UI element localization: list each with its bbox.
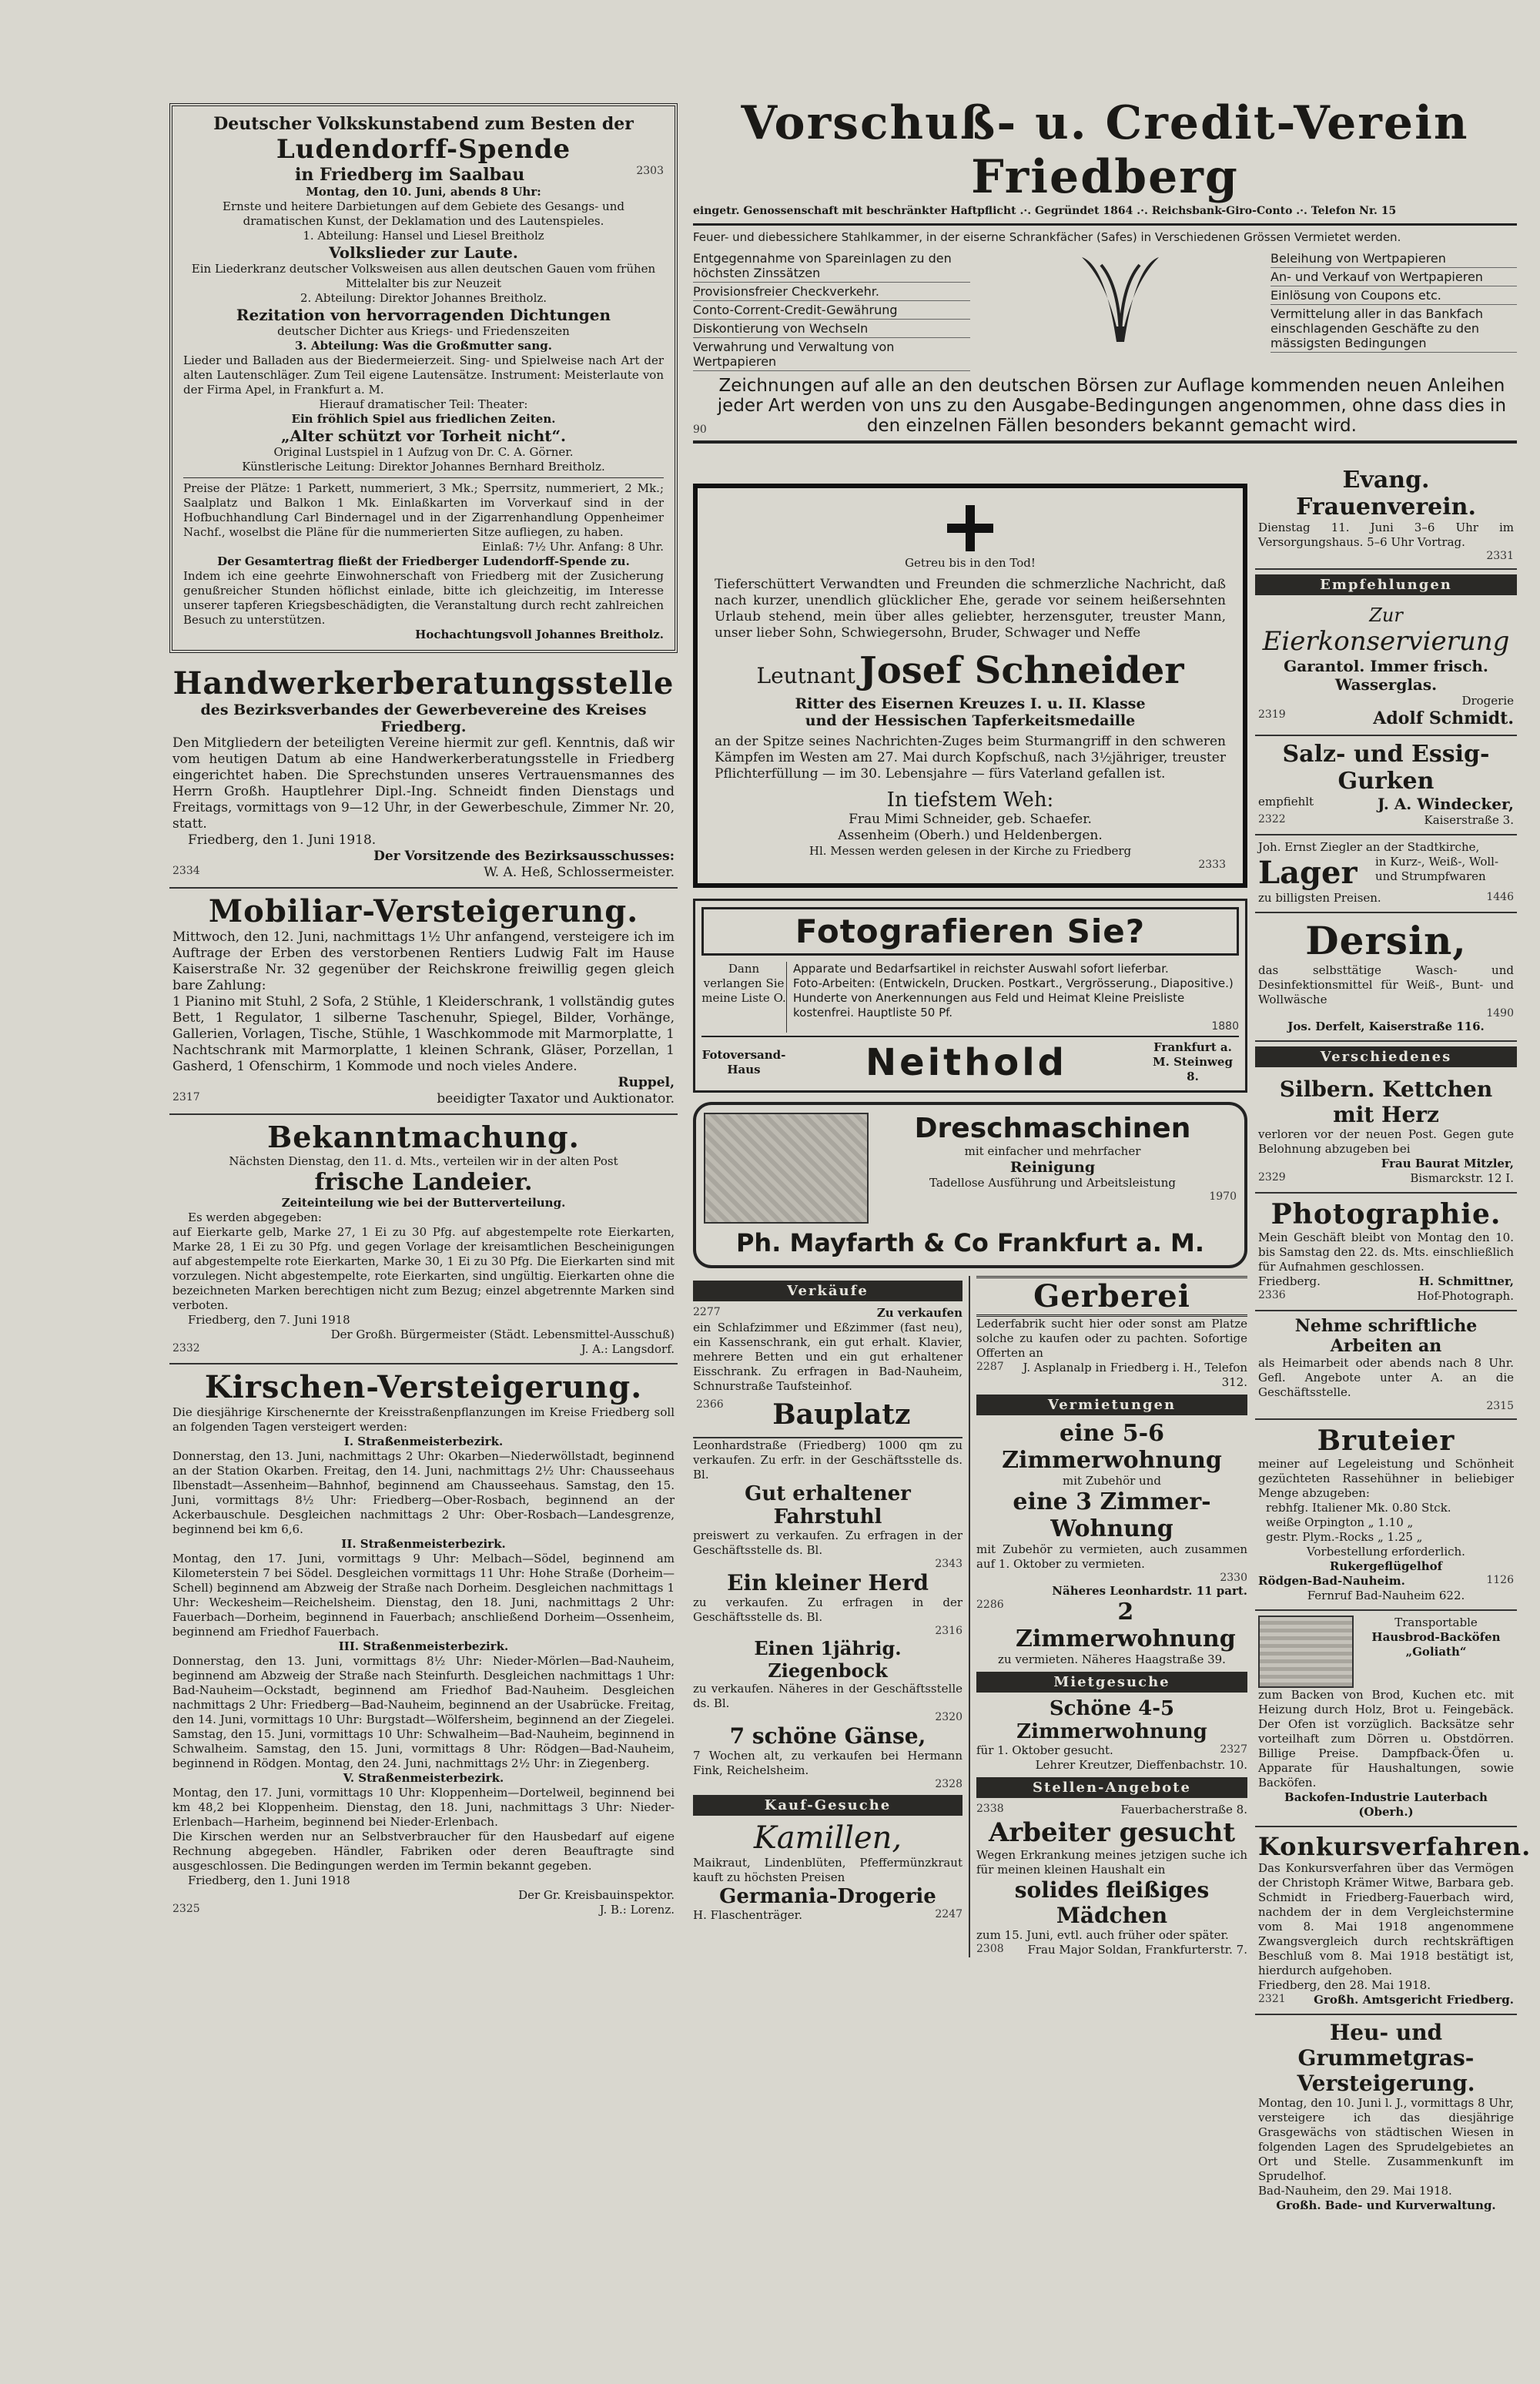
bank-subtitle: eingetr. Genossenschaft mit beschränkter Haftpflicht .·. Gegründet 1864 .·. Reichsbank-Giro-Conto .·. Telefon Nr. 15 <box>693 205 1397 217</box>
ad-number: 2322 <box>1258 813 1286 825</box>
ad-number: 2334 <box>172 865 200 877</box>
ad-heading: Einen 1jährig. Ziegenbock <box>754 1637 902 1682</box>
ad-heading: eine 5-6 Zimmerwohnung <box>1002 1420 1222 1474</box>
column-middle <box>693 477 1247 1957</box>
ad-text: Mittwoch, den 12. Juni, nachmittags 1½ Uhr anfangend, versteigere ich im Auftrage der Erben des verstorbenen Rentiers Ludwig Falt im Hause Kaiserstraße Nr. 32 gegenüber der Reichskrone freiwillig gegen gleich bare Zahlung: <box>172 929 675 993</box>
ad-heading: Eierkonservierung <box>1262 626 1510 657</box>
ad-text: 1 Pianino mit Stuhl, 2 Sofa, 2 Stühle, 1 Kleiderschrank, 1 vollständig gutes Bett, 1 Regulator, 1 silberne Taschenuhr, Spiegel, Bilder, Vorhänge, Gallerien, Vorlagen, Tische, Stühle, 1 Waschkommode mit Marmorplatte, 1 Nachtschrank mit Marmorplatte, 1 kleinen Schrank, Gläser, Porzellan, 1 Gasherd, 1 Ofenschirm, 1 Kommode und noch vieles Andere. <box>172 994 675 1074</box>
ad-section: II. Straßenmeisterbezirk. <box>341 1537 506 1551</box>
death-honors: Ritter des Eisernen Kreuzes I. u. II. Klasse <box>795 695 1146 712</box>
ad-text: Ein Liederkranz deutscher Volksweisen aus allen deutschen Gauen vom frühen Mittelalter bis zur Neuzeit <box>191 262 656 290</box>
ad-text: 3. Abteilung: Was die Großmutter sang. <box>294 339 552 353</box>
ad-signature: Großh. Amtsgericht Friedberg. <box>1314 1993 1514 2007</box>
ad-number: 2247 <box>935 1908 962 1920</box>
ad-number: 2317 <box>172 1091 200 1103</box>
ad-heading: „Alter schützt vor Torheit nicht“. <box>281 427 566 445</box>
ad-price-row: weiße Orpington „ 1.10 „ <box>1266 1515 1414 1529</box>
ad-date: Friedberg, den 7. Juni 1918 <box>188 1313 350 1327</box>
ad-number: 2327 <box>1220 1743 1247 1756</box>
ad-text: Joh. Ernst Ziegler an der Stadtkirche, <box>1258 840 1480 854</box>
section-bar-vermietungen: Vermietungen <box>976 1395 1247 1415</box>
ad-heading: „Goliath“ <box>1405 1645 1467 1659</box>
death-grief: In tiefstem Weh: <box>886 789 1054 812</box>
ad-text: Original Lustspiel in 1 Aufzug von Dr. C. A. Görner. <box>273 445 574 459</box>
ad-text: zu verkaufen. Zu erfragen in der Geschäftsstelle ds. Bl. <box>693 1595 962 1624</box>
ad-text: verloren vor der neuen Post. Gegen gute Belohnung abzugeben bei <box>1258 1127 1514 1156</box>
ad-number: 2333 <box>1198 859 1226 871</box>
ad-frauenverein <box>1255 462 1517 570</box>
ad-signature: Lehrer Kreutzer, Dieffenbachstr. 10. <box>1035 1758 1247 1772</box>
ad-heading: Heu- und Grummetgras-Versteigerung. <box>1297 2020 1475 2096</box>
ad-title: Mobiliar-Versteigerung. <box>208 893 639 929</box>
ad-text: Preise der Plätze: 1 Parkett, nummeriert, 3 Mk.; Sperrsitz, nummeriert, 2 Mk.; Saalplatz und Balkon 1 Mk. Einlaßkarten im Vorverkauf sind in der Hofbuchhandlung Carl Bindernagel und in der Zigarrenhandlung Oppenheimer Nachf., woselbst die Pläne für die nummerierten Sitze aufliegen, zu haben. <box>183 477 664 540</box>
bank-banner <box>693 96 1517 448</box>
bank-service: Conto-Corrent-Credit-Gewährung <box>693 301 970 320</box>
ad-text: Die diesjährige Kirschenernte der Kreisstraßenpflanzungen im Kreise Friedberg soll an folgenden Tagen versteigert werden: <box>172 1405 675 1434</box>
ad-text: zum 15. Juni, evtl. auch früher oder später. <box>976 1928 1229 1942</box>
ad-heading: Salz- und Essig-Gurken <box>1282 741 1490 795</box>
ad-text: Leonhardstraße (Friedberg) 1000 qm zu verkaufen. Zu erfr. in der Geschäftsstelle ds. Bl. <box>693 1438 962 1482</box>
ad-text: zu vermieten. Näheres Haagstraße 39. <box>998 1652 1226 1666</box>
ad-text: Das Konkursverfahren über das Vermögen der Christoph Krämer Witwe, Barbara geb. Schmidt in Friedberg-Fauerbach wird, nachdem der in dem Vergleichstermine vom 8. Mai 1918 angenommene Zwangsvergleich durch rechtskräftigen Beschluß vom 8. Mai 1918 bestätigt ist, hierdurch aufgehoben. <box>1258 1861 1514 1977</box>
bank-service: An- und Verkauf von Wertpapieren <box>1270 268 1517 286</box>
ad-mobiliar <box>169 889 678 1115</box>
ad-heading: frische Landeier. <box>314 1169 533 1196</box>
ad-title: Gerberei <box>976 1276 1247 1317</box>
ad-text: Maikraut, Lindenblüten, Pfeffermünzkraut kauft zu höchsten Preisen <box>693 1856 962 1884</box>
ad-text: Garantol. Immer frisch. <box>1284 657 1488 675</box>
ad-text: Drogerie <box>1461 694 1514 708</box>
ad-price-row: gestr. Plym.-Rocks „ 1.25 „ <box>1266 1530 1423 1544</box>
ad-title2: Ludendorff-Spende <box>276 134 571 165</box>
ad-signature: Der Vorsitzende des Bezirksausschusses: <box>373 849 675 864</box>
section-bar-empfehlungen: Empfehlungen <box>1255 574 1517 595</box>
ad-text: Die Kirschen werden nur an Selbstverbraucher für den Hausbedarf auf eigene Rechnung abgegeben. Händler, Fabriken oder deren Beauftragte sind ausgeschlossen. Die Bedingungen werden im Termin bekannt gegeben. <box>172 1830 675 1873</box>
ad-text: Friedberg. <box>1258 1274 1321 1288</box>
ad-signature: Hochachtungsvoll Johannes Breitholz. <box>415 628 664 641</box>
ad-text: Apparate und Bedarfsartikel in reichster Auswahl sofort lieferbar. <box>793 962 1169 976</box>
ad-date: Montag, den 10. Juni, abends 8 Uhr: <box>306 185 541 199</box>
ad-firm: Germania-Drogerie <box>719 1885 936 1908</box>
iron-cross-icon <box>947 505 993 551</box>
ad-firm: Backofen-Industrie Lauterbach (Oberh.) <box>1284 1790 1488 1819</box>
ad-text: Zeiteinteilung wie bei der Butterverteilung. <box>281 1196 566 1210</box>
ad-text: Ein fröhlich Spiel aus friedlichen Zeiten. <box>291 412 556 426</box>
ad-address: Fauerbacherstraße 8. <box>1120 1803 1247 1816</box>
section-bar-kaufgesuche: Kauf-Gesuche <box>693 1795 962 1816</box>
death-mass: Hl. Messen werden gelesen in der Kirche zu Friedberg <box>808 844 1132 858</box>
ad-kirschen <box>169 1364 678 1924</box>
ad-text: Mein Geschäft bleibt von Montag den 10. bis Samstag den 22. ds. Mts. einschließlich für Aufnahmen geschlossen. <box>1258 1231 1514 1274</box>
ad-number: 2336 <box>1258 1289 1286 1301</box>
ad-number: 2330 <box>1220 1572 1247 1584</box>
ad-signature: Frau Major Soldan, Frankfurterstr. 7. <box>1027 1943 1247 1957</box>
ad-heading: eine 3 Zimmer-Wohnung <box>1013 1488 1211 1542</box>
ad-number: 1126 <box>1486 1574 1514 1586</box>
ad-text: auf Eierkarte gelb, Marke 27, 1 Ei zu 30 Pfg. auf abgestempelte rote Eierkarten, Marke 28, 1 Ei zu 30 Pfg. und gegen Vorlage der kreisamtlichen Bescheinigungen auf abgestempelte rote Eierkarten, Marke 30, 1 Ei zu 30 Pfg. Die Eierkarten sind mit vorzulegen. Nicht abgestempelte, rote Eierkarten, sind ungültig. Eierkarten ohne die bezeichneten Marken berechtigen nicht zum Bezug; einzel abgetrennte Marken sind verboten. <box>172 1225 675 1312</box>
ad-text: zu verkaufen. Näheres in der Geschäftsstelle ds. Bl. <box>693 1682 962 1710</box>
ad-text: Hierauf dramatischer Teil: Theater: <box>319 397 528 411</box>
ad-number: 2303 <box>636 165 664 177</box>
ad-foto <box>693 899 1247 1093</box>
ad-text: Donnerstag, den 13. Juni, nachmittags 2 Uhr: Okarben—Niederwöllstadt, beginnend an der Station Okarben. Freitag, den 14. Juni, nachmittags 2½ Uhr: Chausseehaus Ilbenstadt—Assenheim—Bahnhof, beginnend am Chausseehaus. Samstag, den 15. Juni, vormittags 8½ Uhr: Friedberg—Ober-Rosbach, beginnend an der Ackerbauschule. Desgleichen nachmittags 2 Uhr: Ober-Rosbach—Landesgrenze, beginnend bei km 6,6. <box>172 1449 675 1536</box>
ad-firm: J. A. Windecker, <box>1377 795 1514 813</box>
ad-text: Montag, den 10. Juni l. J., vormittags 8 Uhr, versteigere ich das diesjährige Grasgewächs von städtischen Wiesen in folgenden Lagen des Sprudelgebietes an Ort und Stelle. Zusammenkunft im Sprudelhof. <box>1258 2096 1514 2183</box>
ad-number: 2308 <box>976 1943 1004 1955</box>
ad-number: 2331 <box>1486 550 1514 562</box>
ad-text: mit Zubehör zu vermieten, auch zusammen auf 1. Oktober zu vermieten. <box>976 1542 1247 1571</box>
ad-text: Lederfabrik sucht hier oder sonst am Platze solche zu kaufen oder zu pachten. Sofortige Offerten an <box>976 1317 1247 1360</box>
ad-text: Fernruf Bad-Nauheim 622. <box>1307 1589 1465 1602</box>
section-bar-verschiedenes: Verschiedenes <box>1255 1046 1517 1067</box>
ad-text: zu billigsten Preisen. <box>1258 891 1381 905</box>
ad-heading: Gut erhaltener Fahrstuhl <box>745 1482 911 1529</box>
bank-service: Verwahrung und Verwaltung von Wertpapieren <box>693 338 970 371</box>
ad-heading: Kamillen, <box>753 1820 902 1856</box>
ad-number: 2277 <box>693 1306 721 1318</box>
ad-address: Frankfurt a. M. Steinweg 8. <box>1153 1040 1233 1083</box>
ad-signature: J. Asplanalp in Friedberg i. H., Telefon 312. <box>1023 1361 1247 1389</box>
ad-text: preiswert zu verkaufen. Zu erfragen in der Geschäftsstelle ds. Bl. <box>693 1529 962 1557</box>
ad-number: 90 <box>693 424 707 436</box>
ad-number: 1880 <box>1211 1020 1239 1033</box>
ad-number: 2325 <box>172 1903 200 1915</box>
ad-subtitle: des Bezirksverbandes der Gewerbevereine des Kreises Friedberg. <box>200 701 647 735</box>
ad-signature: Frau Baurat Mitzler, <box>1381 1157 1514 1170</box>
ad-text: Dienstag 11. Juni 3–6 Uhr im Versorgungshaus. 5–6 Uhr Vortrag. <box>1258 521 1514 549</box>
ad-section: I. Straßenmeisterbezirk. <box>343 1435 504 1448</box>
ad-text: deutscher Dichter aus Kriegs- und Friedenszeiten <box>277 324 570 338</box>
ad-signature: beeidigter Taxator und Auktionator. <box>437 1091 675 1107</box>
ad-heading: Lager <box>1258 855 1358 891</box>
ad-heading: Dersin, <box>1305 918 1467 963</box>
bank-title: Vorschuß- u. Credit-Verein Friedberg <box>741 96 1469 204</box>
ad-photographie <box>1255 1194 1517 1311</box>
ad-signature: H. Schmittner, <box>1418 1274 1514 1288</box>
ad-text: Montag, den 17. Juni, vormittags 10 Uhr: Kloppenheim—Dortelweil, beginnend bei km 48,2 bei Kloppenheim. Dienstag, den 18. Juni, nachmittags 3 Uhr: Nieder-Erlenbach—Harheim, beginnend bei Nieder-Erlenbach. <box>172 1786 675 1829</box>
ad-text: mit einfacher und mehrfacher <box>964 1144 1141 1158</box>
ad-address: Näheres Leonhardstr. 11 part. <box>1052 1584 1247 1598</box>
section-bar-mietgesuche: Mietgesuche <box>976 1672 1247 1693</box>
ad-text: zum Backen von Brod, Kuchen etc. mit Heizung durch Holz, Brot u. Feingebäck. Der Ofen ist vorzüglich. Backsätze sehr vorteilhaft zum Dörren u. Obstdörren. Billige Preise. Dampfback-Öfen u. Apparate für Haushaltungen, sowie Backöfen. <box>1258 1688 1514 1790</box>
death-text: an der Spitze seines Nachrichten-Zuges beim Sturmangriff in den schweren Kämpfen im Westen am 27. Mai durch Kopfschuß, nach 3½jähriger, treuster Pflichterfüllung — im 30. Lebensjahre — fürs Vaterland gefallen ist. <box>715 734 1226 782</box>
ad-konkurs <box>1255 1827 1532 2015</box>
ad-lager <box>1255 835 1517 913</box>
ad-heading: Bauplatz <box>772 1398 911 1431</box>
ad-number: 1970 <box>1209 1190 1237 1203</box>
ad-signature: Jos. Derfelt, Kaiserstraße 116. <box>1287 1020 1485 1033</box>
ad-title: Evang. Frauenverein. <box>1296 467 1476 521</box>
death-rank: Leutnant <box>756 663 855 688</box>
column-left <box>169 100 678 1924</box>
death-places: Assenheim (Oberh.) und Heldenbergen. <box>838 828 1103 843</box>
bank-service: Beleihung von Wertpapieren <box>1270 249 1517 268</box>
ad-number: 2338 <box>976 1803 1004 1815</box>
ad-text: Es werden abgegeben: <box>188 1210 322 1224</box>
ad-text: meiner auf Legeleistung und Schönheit gezüchteten Rassehühner in beliebiger Menge abzugeben: <box>1258 1457 1514 1500</box>
death-name: Josef Schneider <box>859 649 1184 692</box>
bank-bottom: Zeichnungen auf alle an den deutschen Börsen zur Auflage kommenden neuen Anleihen jeder Art werden von uns zu den Ausgabe-Bedingungen angenommen, ohne dass dies in den einzelnen Fällen besonders bekannt gemacht wird. <box>717 376 1507 436</box>
ad-signature: Hof-Photograph. <box>1417 1289 1514 1303</box>
ad-number: 2319 <box>1258 708 1286 721</box>
bank-service: Diskontierung von Wechseln <box>693 320 970 338</box>
ad-heading: Hausbrod-Backöfen <box>1371 1630 1501 1644</box>
ad-text: 7 Wochen alt, zu verkaufen bei Hermann Fink, Reichelsheim. <box>693 1749 962 1777</box>
ad-text: Hunderte von Anerkennungen aus Feld und Heimat Kleine Preisliste kostenfrei. Hauptliste 50 Pf. <box>793 991 1185 1020</box>
ad-signature: J. B.: Lorenz. <box>599 1903 675 1917</box>
ad-text: Einlaß: 7½ Uhr. Anfang: 8 Uhr. <box>481 540 664 554</box>
ad-heading: 2 Zimmerwohnung <box>1015 1599 1236 1652</box>
thresher-illustration <box>704 1113 869 1224</box>
ad-title: Kirschen-Versteigerung. <box>204 1369 643 1405</box>
ad-text: Fotoversand-Haus <box>701 1047 786 1076</box>
ad-heading: 7 schöne Gänse, <box>729 1723 926 1749</box>
ad-text: Künstlerische Leitung: Direktor Johannes Bernhard Breitholz. <box>242 460 605 474</box>
ad-date: Friedberg, den 1. Juni 1918 <box>188 1873 350 1887</box>
ad-number: 2286 <box>976 1599 1004 1611</box>
ad-number: 2316 <box>935 1625 962 1637</box>
ad-section: III. Straßenmeisterbezirk. <box>338 1639 509 1653</box>
ad-date: Friedberg, den 28. Mai 1918. <box>1258 1978 1431 1992</box>
ad-address: Kaiserstraße 3. <box>1424 813 1514 827</box>
ad-kettchen <box>1255 1072 1517 1194</box>
ad-number: 2328 <box>935 1778 962 1790</box>
death-notice <box>693 484 1247 888</box>
ad-volkskunstabend <box>169 103 678 653</box>
ad-signature: Ruppel, <box>618 1075 675 1090</box>
ad-date: Bad-Nauheim, den 29. Mai 1918. <box>1258 2184 1452 2198</box>
ad-signature: Der Gr. Kreisbauinspektor. <box>518 1888 675 1902</box>
ad-dersin <box>1255 913 1517 1042</box>
ad-bruteier <box>1255 1420 1517 1611</box>
ad-text: das selbsttätige Wasch- und Desinfektionsmittel für Weiß-, Bunt- und Wollwäsche <box>1258 963 1514 1006</box>
ad-text: Transportable <box>1394 1616 1478 1629</box>
bank-line: Feuer- und diebessichere Stahlkammer, in der eiserne Schrankfächer (Safes) in Verschiedenen Grössen Vermietet werden. <box>693 230 1401 244</box>
ad-number: 2320 <box>935 1711 962 1723</box>
ad-heading: Konkursverfahren. <box>1258 1832 1532 1861</box>
ad-signature: H. Flaschenträger. <box>693 1908 802 1922</box>
bank-services-left <box>693 249 970 371</box>
ad-heu <box>1255 2015 1517 2219</box>
brand-neithold: Neithold <box>865 1040 1068 1084</box>
ad-text: empfiehlt <box>1258 795 1314 809</box>
ad-text: Den Mitgliedern der beteiligten Vereine hiermit zur gefl. Kenntnis, daß wir vom heutigen Datum ab eine Handwerkerberatungsstelle in Friedberg eingerichtet haben. Die Sprechstunden unseres Vertrauensmannes des Herrn Großh. Hauptlehrer Dipl.-Ing. Schneidt finden Dienstags und Freitags, vormittags von 9—12 Uhr, in der Gewerbeschule, Zimmer Nr. 20, statt. <box>172 735 675 832</box>
ad-schriftarbeiten <box>1255 1311 1517 1420</box>
ad-title: Dreschmaschinen <box>914 1113 1191 1144</box>
ad-text: Wegen Erkrankung meines jetzigen suche ich für meinen kleinen Haushalt ein <box>976 1848 1247 1877</box>
ad-firm: Rukergeflügelhof <box>1329 1559 1443 1573</box>
ad-text: Der Gesamtertrag fließt der Friedberger Ludendorff-Spende zu. <box>217 554 630 568</box>
ad-signature: W. A. Heß, Schlossermeister. <box>484 865 675 880</box>
ad-signature: J. A.: Langsdorf. <box>581 1342 675 1356</box>
ad-bekanntmachung <box>169 1115 678 1364</box>
ad-gurken <box>1255 736 1517 835</box>
ad-text: Indem ich eine geehrte Einwohnerschaft von Friedberg mit der Zusicherung genußreicher Stunden höflichst einlade, bitte ich gleichzeitig, im Interesse unserer tapferen Kriegsbeschädigten, die Veranstaltung durch recht zahlreichen Besuch zu unterstützen. <box>183 569 664 627</box>
section-bar-verkaeufe: Verkäufe <box>693 1281 962 1301</box>
ad-number: 1446 <box>1486 891 1514 903</box>
ad-number: 2343 <box>935 1558 962 1570</box>
ad-text: Lieder und Balladen aus der Biedermeierzeit. Sing- und Spielweise nach Art der alten Lautenschläger. Zum Teil eigene Lautensätze. Instrument: Meisterlaute von der Firma Apel, in Frankfurt a. M. <box>183 353 664 397</box>
bank-service: Vermittelung aller in das Bankfach einschlagenden Geschäfte zu den mässigsten Bedingungen <box>1270 305 1517 353</box>
ad-handwerker <box>169 661 678 889</box>
ad-backofen <box>1255 1611 1517 1827</box>
column-right <box>1255 462 1532 2219</box>
ad-firm: Ph. Mayfarth & Co Frankfurt a. M. <box>735 1228 1205 1257</box>
ad-title: Deutscher Volkskunstabend zum Besten der <box>213 114 634 134</box>
ad-number: 1490 <box>1486 1007 1514 1020</box>
ad-number: 2329 <box>1258 1171 1286 1184</box>
ad-text: in Kurz-, Weiß-, Woll- und Strumpfwaren <box>1375 855 1499 883</box>
ad-heading: Zu verkaufen <box>876 1306 962 1320</box>
ad-text: Tadellose Ausführung und Arbeitsleistung <box>929 1176 1176 1190</box>
bank-service: Entgegennahme von Spareinlagen zu den höchsten Zinssätzen <box>693 249 970 283</box>
death-widow: Frau Mimi Schneider, geb. Schaefer. <box>849 812 1092 827</box>
ad-place: in Friedberg im Saalbau <box>295 165 525 185</box>
ad-heading: Schöne 4-5 Zimmerwohnung <box>1016 1697 1207 1743</box>
ad-text: Vorbestellung erforderlich. <box>1307 1545 1465 1559</box>
ad-number: 2366 <box>696 1398 724 1411</box>
ad-text: Dann verlangen Sie meine Liste O. <box>701 962 786 1005</box>
ad-signature: Adolf Schmidt. <box>1373 708 1514 728</box>
ad-date: Friedberg, den 1. Juni 1918. <box>188 832 377 848</box>
ad-heading: Rezitation von hervorragenden Dichtungen <box>236 306 611 324</box>
ad-dreschmaschinen <box>693 1102 1247 1268</box>
ad-text: für 1. Oktober gesucht. <box>976 1743 1113 1757</box>
ad-text: 1. Abteilung: Hansel und Liesel Breitholz <box>303 229 544 243</box>
ad-heading: Ein kleiner Herd <box>727 1570 929 1595</box>
column-gerberei <box>970 1276 1247 1957</box>
ad-address: Bismarckstr. 12 I. <box>1410 1171 1514 1185</box>
ad-text: als Heimarbeit oder abends nach 8 Uhr. Gefl. Angebote unter A. an die Geschäftsstelle. <box>1258 1356 1514 1399</box>
ad-firm: Rödgen-Bad-Nauheim. <box>1258 1574 1405 1588</box>
ad-heading: Bruteier <box>1317 1425 1455 1457</box>
ad-section: V. Straßenmeisterbezirk. <box>343 1771 504 1785</box>
ad-text: Nächsten Dienstag, den 11. d. Mts., verteilen wir in der alten Post <box>229 1154 618 1168</box>
death-motto: Getreu bis in den Tod! <box>905 556 1036 570</box>
oven-illustration <box>1258 1616 1354 1688</box>
ad-heading: Volkslieder zur Laute. <box>329 243 518 262</box>
death-honors: und der Hessischen Tapferkeitsmedaille <box>805 712 1136 729</box>
ad-heading: Arbeiter gesucht <box>988 1817 1236 1848</box>
ad-number: 2332 <box>172 1342 200 1354</box>
ad-signature: Großh. Bade- und Kurverwaltung. <box>1276 2198 1496 2212</box>
bank-service: Einlösung von Coupons etc. <box>1270 286 1517 305</box>
ad-title: Handwerkerberatungsstelle <box>172 665 675 701</box>
bank-service: Provisionsfreier Checkverkehr. <box>693 283 970 301</box>
ad-heading: Silbern. Kettchen mit Herz <box>1279 1076 1493 1127</box>
section-bar-stellen: Stellen-Angebote <box>976 1777 1247 1798</box>
ad-text: Donnerstag, den 13. Juni, vormittags 8½ Uhr: Nieder-Mörlen—Bad-Nauheim, beginnend am Abzweig der Straße nach Steinfurth. Desgleichen nachmittags 1 Uhr: Bad-Nauheim—Ockstadt, beginnend am Friedhof Bad-Nauheim. Desgleichen nachmittags 2 Uhr: Friedberg—Bad-Nauheim, beginnend an der Usabrücke. Freitag, den 14. Juni, vormittags 10 Uhr: Burgstadt—Wölfersheim, beginnend an der Ziegelei. Samstag, den 15. Juni, vormittags 10 Uhr: Schwalheim—Bad-Nauheim, beginnend in Schwalheim. Samstag, den 15. Juni, vormittags 8 Uhr: Rödgen—Bad-Nauheim, beginnend in Rödgen. Montag, den 24. Juni, nachmittags 2½ Uhr: in Ziegenberg. <box>172 1654 675 1770</box>
ad-title: Fotografieren Sie? <box>701 907 1239 956</box>
ad-text: ein Schlafzimmer und Eßzimmer (fast neu), ein Kassenschrank, ein gut erhalt. Klavier, mehrere Betten und ein gut erhaltener Eisschrank. Zu erfragen in Bad-Nauheim, Schnurstraße Taufsteinhof. <box>693 1321 962 1393</box>
bank-logo-icon <box>1074 249 1167 357</box>
bank-services-right <box>1270 249 1517 353</box>
ad-text: Zur <box>1369 604 1403 626</box>
ad-title: Bekanntmachung. <box>267 1120 580 1154</box>
ad-eier <box>1255 600 1517 736</box>
ad-text: Montag, den 17. Juni, vormittags 9 Uhr: Melbach—Södel, beginnend am Kilometerstein 7 bei Södel. Desgleichen vormittags 11 Uhr: Hohe Straße (Dorheim—Schell) beginnend am Abzweig der Straße nach Dorheim. Desgleichen nachmittags 1 Uhr: Weckesheim—Reichelsheim. Dienstag, den 18. Juni, nachmittags 2 Uhr: Fauerbach—Dorheim, beginnend in Fauerbach; anschließend Dorheim—Ossenheim, beginnend am Friedhof Fauerbach. <box>172 1552 675 1639</box>
ad-text: Reinigung <box>1009 1159 1096 1176</box>
ad-text: Wasserglas. <box>1334 675 1438 694</box>
death-text: Tieferschüttert Verwandten und Freunden die schmerzliche Nachricht, daß nach kurzer, unendlich glücklicher Ehe, gerade vor seinem heißersehnten Urlaub stehend, mein über alles geliebter, herzensguter, treuster Mann, unser lieber Sohn, Schwiegersohn, Bruder, Schwager und Neffe <box>715 577 1226 641</box>
ad-price-row: rebhfg. Italiener Mk. 0.80 Stck. <box>1266 1501 1451 1515</box>
ad-text: mit Zubehör und <box>1063 1474 1161 1488</box>
ad-number: 2315 <box>1486 1400 1514 1412</box>
ad-text: Foto-Arbeiten: (Entwickeln, Drucken. Postkart., Vergrösserung., Diapositive.) <box>793 976 1234 990</box>
ad-heading: solides fleißiges Mädchen <box>1014 1877 1210 1928</box>
ad-text: Ernste und heitere Darbietungen auf dem Gebiete des Gesangs- und dramatischen Kunst, der Deklamation und des Lautenspieles. <box>223 199 624 228</box>
ad-heading: Nehme schriftliche Arbeiten an <box>1294 1316 1478 1356</box>
ad-text: 2. Abteilung: Direktor Johannes Breitholz. <box>300 291 547 305</box>
ad-heading: Photographie. <box>1270 1198 1502 1231</box>
column-verkaeufe <box>693 1276 970 1957</box>
ad-number: 2287 <box>976 1361 1004 1373</box>
ad-signature: Der Großh. Bürgermeister (Städt. Lebensmittel-Ausschuß) <box>330 1328 675 1341</box>
ad-number: 2321 <box>1258 1993 1286 2005</box>
